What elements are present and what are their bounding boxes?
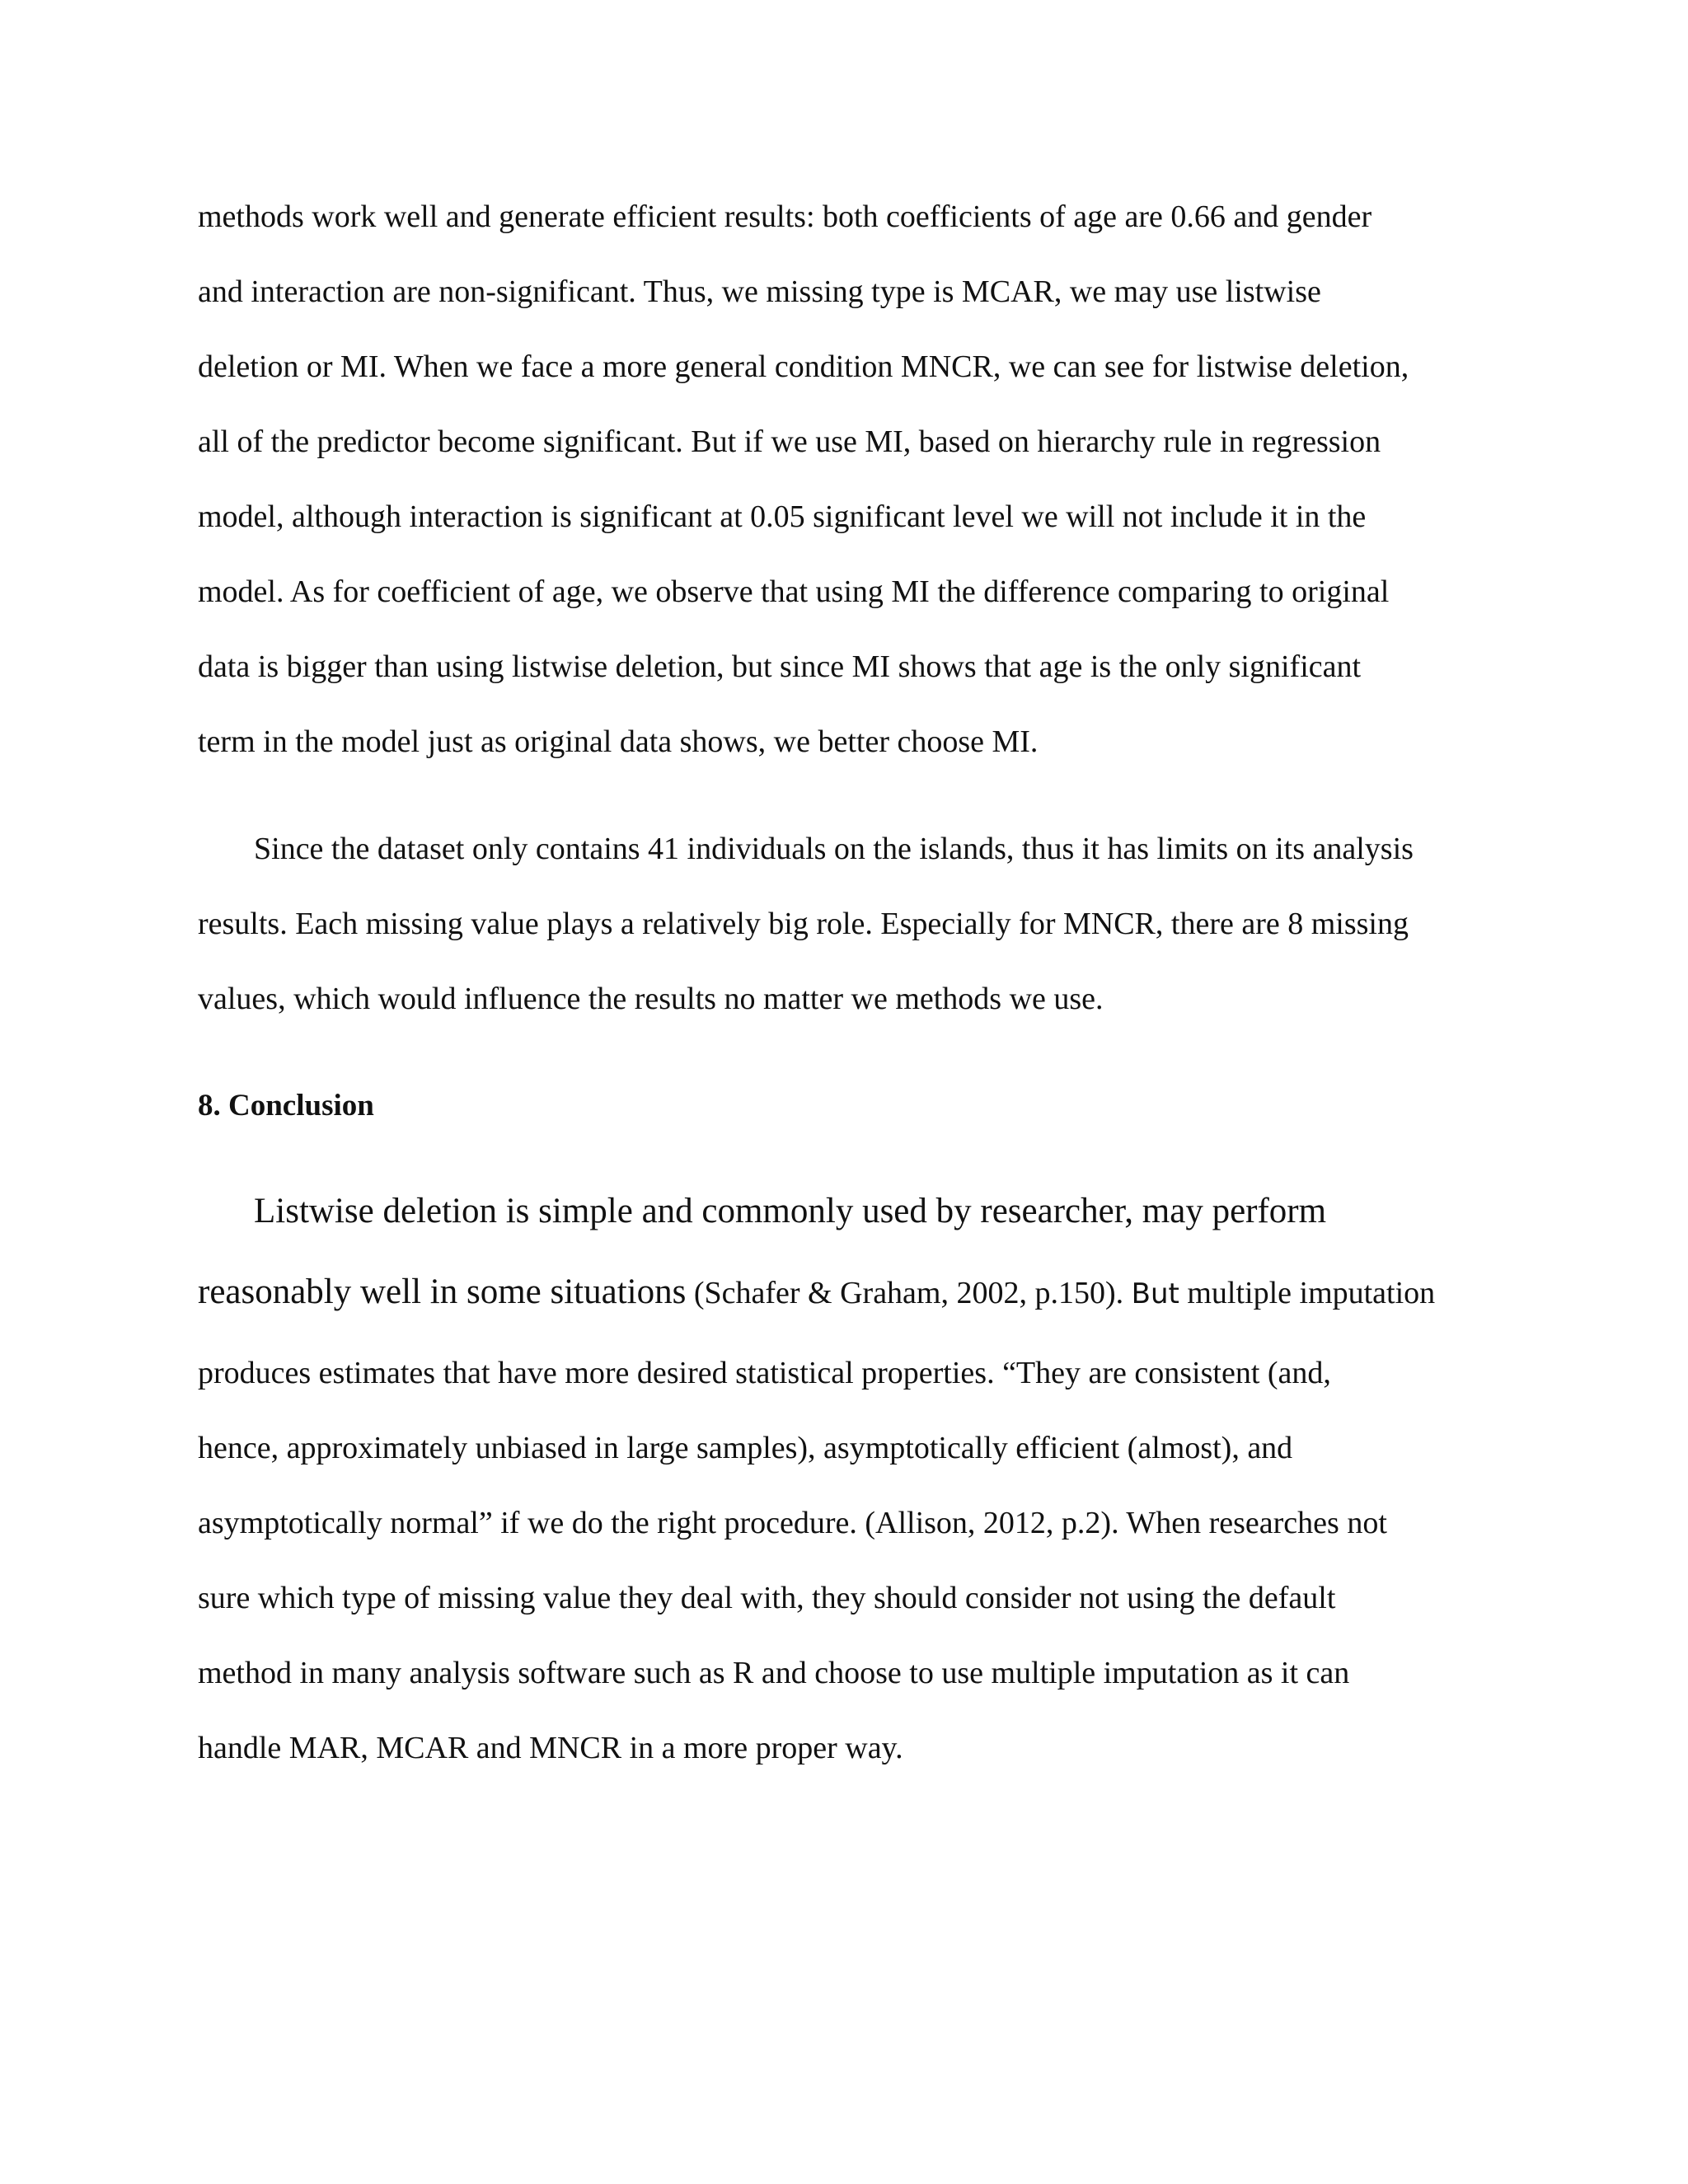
paragraph-3-line xyxy=(198,1273,1435,1313)
paragraph-1-line: data is bigger than using listwise deletion, but since MI shows that age is the only significant xyxy=(198,649,1362,684)
paragraph-1-line: term in the model just as original data shows, we better choose MI. xyxy=(198,724,1039,759)
paragraph-3-segment: But xyxy=(1131,1277,1179,1310)
paragraph-3-line: handle MAR, MCAR and MNCR in a more proper way. xyxy=(198,1731,903,1765)
paragraph-3-line: hence, approximately unbiased in large samples), asymptotically efficient (almost), and xyxy=(198,1431,1293,1465)
paragraph-1-line: model, although interaction is significant at 0.05 significant level we will not include it in the xyxy=(198,499,1367,534)
paragraph-1-line: deletion or MI. When we face a more general condition MNCR, we can see for listwise deletion, xyxy=(198,349,1409,384)
paragraph-3-segment: multiple imputation xyxy=(1179,1276,1436,1310)
paragraph-2-line: values, which would influence the results no matter we methods we use. xyxy=(198,982,1104,1016)
paragraph-1-line: and interaction are non-significant. Thus, we missing type is MCAR, we may use listwise xyxy=(198,274,1321,309)
paragraph-3-line: sure which type of missing value they deal with, they should consider not using the default xyxy=(198,1581,1336,1615)
paragraph-2-line: Since the dataset only contains 41 individuals on the islands, thus it has limits on its analysis xyxy=(254,832,1414,866)
paragraph-3-segment: reasonably well in some situations xyxy=(198,1272,687,1311)
citation-text: (Schafer & Graham, 2002, p.150). xyxy=(686,1276,1132,1310)
paragraph-1-line: model. As for coefficient of age, we observe that using MI the difference comparing to original xyxy=(198,574,1390,609)
paragraph-1-line: all of the predictor become significant. But if we use MI, based on hierarchy rule in regression xyxy=(198,424,1381,459)
paragraph-2-line: results. Each missing value plays a relatively big role. Especially for MNCR, there are 8 missing xyxy=(198,907,1409,941)
paragraph-3-line: asymptotically normal” if we do the right procedure. (Allison, 2012, p.2). When researches not xyxy=(198,1506,1387,1540)
paragraph-3-line: method in many analysis software such as R and choose to use multiple imputation as it can xyxy=(198,1656,1350,1690)
paragraph-1-line: methods work well and generate efficient results: both coefficients of age are 0.66 and gender xyxy=(198,199,1372,234)
paragraph-3-line: Listwise deletion is simple and commonly used by researcher, may perform xyxy=(254,1192,1327,1230)
section-heading: 8. Conclusion xyxy=(198,1089,374,1122)
paragraph-3-line: produces estimates that have more desired statistical properties. “They are consistent (and, xyxy=(198,1356,1331,1390)
